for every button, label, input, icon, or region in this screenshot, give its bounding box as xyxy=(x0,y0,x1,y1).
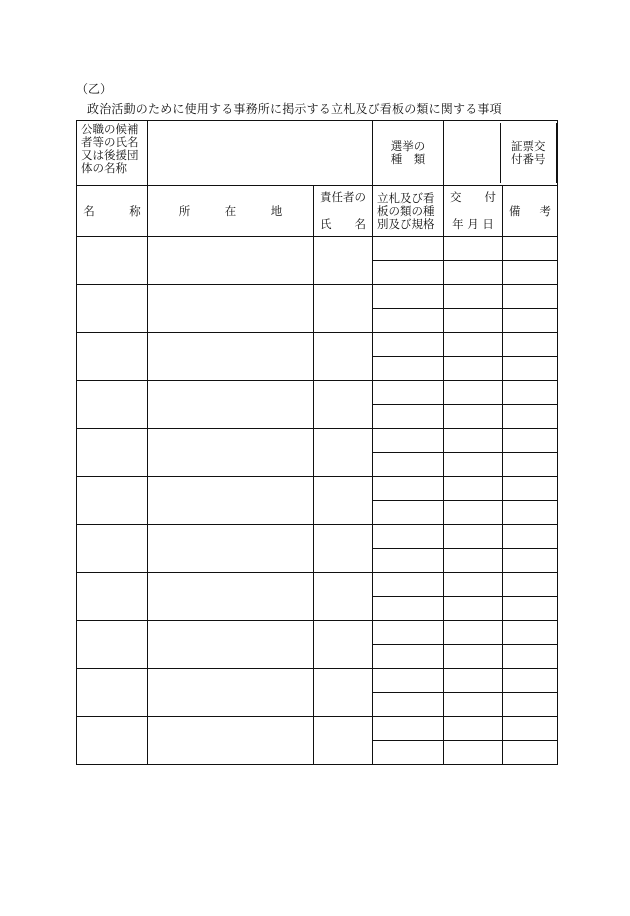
signboard-cell[interactable] xyxy=(373,621,444,645)
candidate-name-field[interactable] xyxy=(148,121,373,186)
issue-line1-a: 交 xyxy=(450,190,462,204)
issue-date-cell[interactable] xyxy=(444,381,503,405)
remarks-cell[interactable] xyxy=(503,525,558,549)
issue-date-cell[interactable] xyxy=(444,717,503,741)
table-row xyxy=(77,573,558,597)
signboard-cell[interactable] xyxy=(373,309,444,333)
responsible-line2-b: 名 xyxy=(354,217,366,231)
remarks-cell[interactable] xyxy=(503,621,558,645)
signboard-cell[interactable] xyxy=(373,285,444,309)
name-cell[interactable] xyxy=(77,621,148,669)
election-type-label: 選挙の 種 類 xyxy=(390,139,426,166)
table-row xyxy=(77,669,558,693)
table-row xyxy=(77,429,558,453)
signboard-cell[interactable] xyxy=(373,429,444,453)
signboard-cell[interactable] xyxy=(373,333,444,357)
table-row xyxy=(77,477,558,501)
responsible-cell[interactable] xyxy=(314,333,373,381)
location-cell[interactable] xyxy=(148,573,314,621)
issue-date-cell[interactable] xyxy=(444,405,503,429)
remarks-cell[interactable] xyxy=(503,237,558,261)
column-header-signboard: 立札及び看 板の類の種 別及び規格 xyxy=(373,186,444,237)
signboard-cell[interactable] xyxy=(373,381,444,405)
election-type-cell xyxy=(373,121,444,186)
remarks-cell[interactable] xyxy=(503,381,558,405)
signboard-cell[interactable] xyxy=(373,453,444,477)
issue-date-cell[interactable] xyxy=(444,261,503,285)
location-cell[interactable] xyxy=(148,429,314,477)
table-row xyxy=(77,525,558,549)
signboard-form-table xyxy=(76,120,558,765)
signboard-cell[interactable] xyxy=(373,357,444,381)
name-cell[interactable] xyxy=(77,573,148,621)
election-type-field[interactable] xyxy=(444,123,501,183)
signboard-cell[interactable] xyxy=(373,405,444,429)
issue-date-cell[interactable] xyxy=(444,477,503,501)
ticket-number-cell xyxy=(444,121,558,186)
table-row xyxy=(77,717,558,741)
remarks-cell[interactable] xyxy=(503,741,558,765)
signboard-cell[interactable] xyxy=(373,717,444,741)
signboard-cell[interactable] xyxy=(373,501,444,525)
table-row xyxy=(77,285,558,309)
signboard-cell[interactable] xyxy=(373,549,444,573)
issue-date-cell[interactable] xyxy=(444,597,503,621)
responsible-cell[interactable] xyxy=(314,621,373,669)
responsible-cell[interactable] xyxy=(314,669,373,717)
issue-date-cell[interactable] xyxy=(444,573,503,597)
issue-date-cell[interactable] xyxy=(444,453,503,477)
remarks-cell[interactable] xyxy=(503,405,558,429)
column-header-name: 名 称 xyxy=(77,186,148,237)
remarks-cell[interactable] xyxy=(503,645,558,669)
responsible-line2-a: 氏 xyxy=(320,217,332,231)
location-cell[interactable] xyxy=(148,477,314,525)
issue-line2: 年 月 日 xyxy=(452,217,494,231)
issue-date-cell[interactable] xyxy=(444,549,503,573)
name-cell[interactable] xyxy=(77,477,148,525)
remarks-cell[interactable] xyxy=(503,549,558,573)
remarks-cell[interactable] xyxy=(503,357,558,381)
issue-date-cell[interactable] xyxy=(444,501,503,525)
location-cell[interactable] xyxy=(148,669,314,717)
remarks-cell[interactable] xyxy=(503,429,558,453)
page-label: （乙） xyxy=(76,82,113,96)
responsible-cell[interactable] xyxy=(314,429,373,477)
remarks-cell[interactable] xyxy=(503,261,558,285)
signboard-cell[interactable] xyxy=(373,237,444,261)
issue-date-cell[interactable] xyxy=(444,285,503,309)
remarks-cell[interactable] xyxy=(503,477,558,501)
document-title: 政治活動のために使用する事務所に掲示する立札及び看板の類に関する事項 xyxy=(87,102,502,116)
issue-date-cell[interactable] xyxy=(444,333,503,357)
column-header-responsible xyxy=(314,186,373,237)
signboard-cell[interactable] xyxy=(373,261,444,285)
table-row xyxy=(77,381,558,405)
table-row xyxy=(77,621,558,645)
issue-line1-b: 付 xyxy=(484,190,496,204)
signboard-cell[interactable] xyxy=(373,669,444,693)
remarks-cell[interactable] xyxy=(503,717,558,741)
location-cell[interactable] xyxy=(148,285,314,333)
responsible-cell[interactable] xyxy=(314,381,373,429)
ticket-number-label: 証票交 付番号 xyxy=(501,123,558,183)
signboard-cell[interactable] xyxy=(373,525,444,549)
remarks-cell[interactable] xyxy=(503,453,558,477)
responsible-line1: 責任者の xyxy=(320,190,366,204)
name-cell[interactable] xyxy=(77,285,148,333)
remarks-cell[interactable] xyxy=(503,285,558,309)
responsible-cell[interactable] xyxy=(314,237,373,285)
responsible-cell[interactable] xyxy=(314,717,373,765)
column-header-issue-date xyxy=(444,186,503,237)
name-cell[interactable] xyxy=(77,669,148,717)
signboard-cell[interactable] xyxy=(373,741,444,765)
name-cell[interactable] xyxy=(77,717,148,765)
signboard-cell[interactable] xyxy=(373,693,444,717)
remarks-a: 備 xyxy=(509,203,521,218)
location-cell[interactable] xyxy=(148,333,314,381)
issue-date-cell[interactable] xyxy=(444,357,503,381)
name-cell[interactable] xyxy=(77,525,148,573)
remarks-cell[interactable] xyxy=(503,501,558,525)
issue-date-cell[interactable] xyxy=(444,645,503,669)
remarks-b: 考 xyxy=(539,203,551,218)
remarks-cell[interactable] xyxy=(503,333,558,357)
info-row xyxy=(77,121,558,186)
location-cell[interactable] xyxy=(148,381,314,429)
signboard-cell[interactable] xyxy=(373,573,444,597)
issue-date-cell[interactable] xyxy=(444,429,503,453)
issue-date-cell[interactable] xyxy=(444,621,503,645)
column-header-remarks xyxy=(503,186,558,237)
signboard-cell[interactable] xyxy=(373,645,444,669)
location-cell[interactable] xyxy=(148,717,314,765)
issue-date-cell[interactable] xyxy=(444,693,503,717)
column-header-row xyxy=(77,186,558,237)
responsible-cell[interactable] xyxy=(314,525,373,573)
issue-date-cell[interactable] xyxy=(444,309,503,333)
remarks-cell[interactable] xyxy=(503,309,558,333)
signboard-cell[interactable] xyxy=(373,477,444,501)
responsible-cell[interactable] xyxy=(314,477,373,525)
name-cell[interactable] xyxy=(77,237,148,285)
remarks-cell[interactable] xyxy=(503,597,558,621)
responsible-cell[interactable] xyxy=(314,573,373,621)
name-cell[interactable] xyxy=(77,333,148,381)
location-cell[interactable] xyxy=(148,237,314,285)
responsible-cell[interactable] xyxy=(314,285,373,333)
column-header-location: 所 在 地 xyxy=(148,186,314,237)
issue-date-cell[interactable] xyxy=(444,669,503,693)
candidate-name-label: 公職の候補 者等の氏名 又は後援団 体の名称 xyxy=(77,121,148,186)
remarks-cell[interactable] xyxy=(503,693,558,717)
location-cell[interactable] xyxy=(148,525,314,573)
location-cell[interactable] xyxy=(148,621,314,669)
issue-date-cell[interactable] xyxy=(444,741,503,765)
remarks-cell[interactable] xyxy=(503,573,558,597)
name-cell[interactable] xyxy=(77,429,148,477)
issue-date-cell[interactable] xyxy=(444,237,503,261)
issue-date-cell[interactable] xyxy=(444,525,503,549)
table-row xyxy=(77,237,558,261)
table-row xyxy=(77,333,558,357)
remarks-cell[interactable] xyxy=(503,669,558,693)
signboard-cell[interactable] xyxy=(373,597,444,621)
name-cell[interactable] xyxy=(77,381,148,429)
